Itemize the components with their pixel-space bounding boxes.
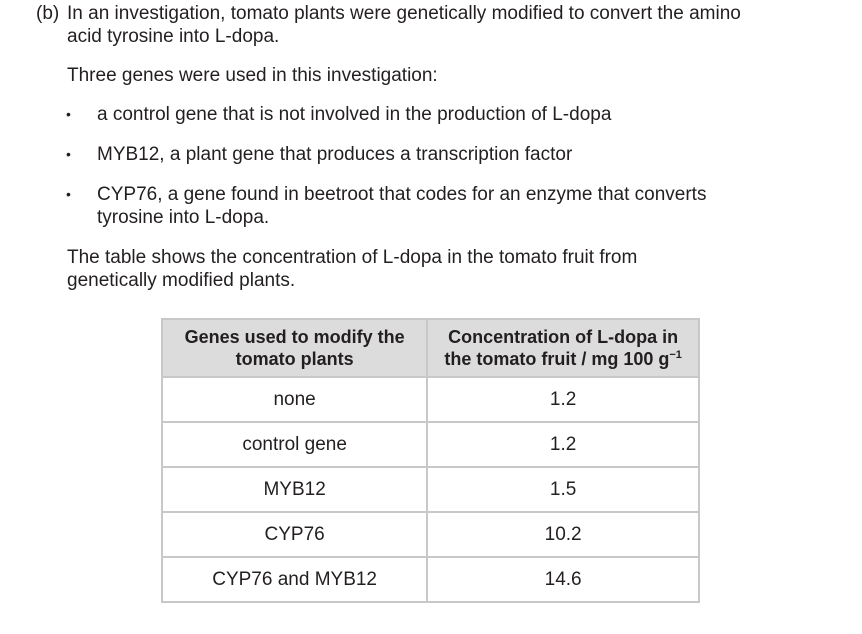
l-dopa-table — [161, 318, 700, 603]
cell-genes: control gene — [162, 422, 427, 467]
intro-text: In an investigation, tomato plants were genetically modified to convert the amino acid tyrosine into L-dopa. — [67, 3, 741, 47]
cell-concentration: 10.2 — [427, 512, 699, 557]
cell-genes: CYP76 — [162, 512, 427, 557]
header-genes: Genes used to modify the tomato plants — [162, 319, 427, 377]
bullet-icon: • — [66, 146, 71, 162]
table-intro-text: The table shows the concentration of L-dopa in the tomato fruit from genetically modified plants. — [67, 247, 638, 291]
header-concentration — [427, 319, 699, 377]
table-row — [162, 422, 699, 467]
header-concentration-superscript: −1 — [669, 349, 682, 361]
table-header-row — [162, 319, 699, 377]
bullet-icon: • — [66, 106, 71, 122]
table-row — [162, 377, 699, 422]
bullet-icon: • — [66, 186, 71, 202]
genes-list — [60, 103, 760, 246]
list-item-text: a control gene that is not involved in the production of L-dopa — [97, 104, 612, 125]
cell-genes: CYP76 and MYB12 — [162, 557, 427, 602]
list-item — [60, 183, 760, 229]
list-item — [60, 103, 760, 126]
table-row — [162, 512, 699, 557]
cell-concentration: 1.2 — [427, 422, 699, 467]
cell-genes: MYB12 — [162, 467, 427, 512]
cell-concentration: 1.5 — [427, 467, 699, 512]
table-row — [162, 557, 699, 602]
part-label: (b) — [36, 3, 60, 24]
cell-genes: none — [162, 377, 427, 422]
genes-heading: Three genes were used in this investigation: — [67, 65, 438, 86]
list-item-text: CYP76, a gene found in beetroot that codes for an enzyme that converts tyrosine into L-dopa. — [97, 184, 707, 228]
header-concentration-text: Concentration of L-dopa in the tomato fruit / mg 100 g — [444, 327, 679, 369]
list-item-text: MYB12, a plant gene that produces a transcription factor — [97, 144, 573, 165]
cell-concentration: 14.6 — [427, 557, 699, 602]
list-item — [60, 143, 760, 166]
cell-concentration: 1.2 — [427, 377, 699, 422]
table-row — [162, 467, 699, 512]
